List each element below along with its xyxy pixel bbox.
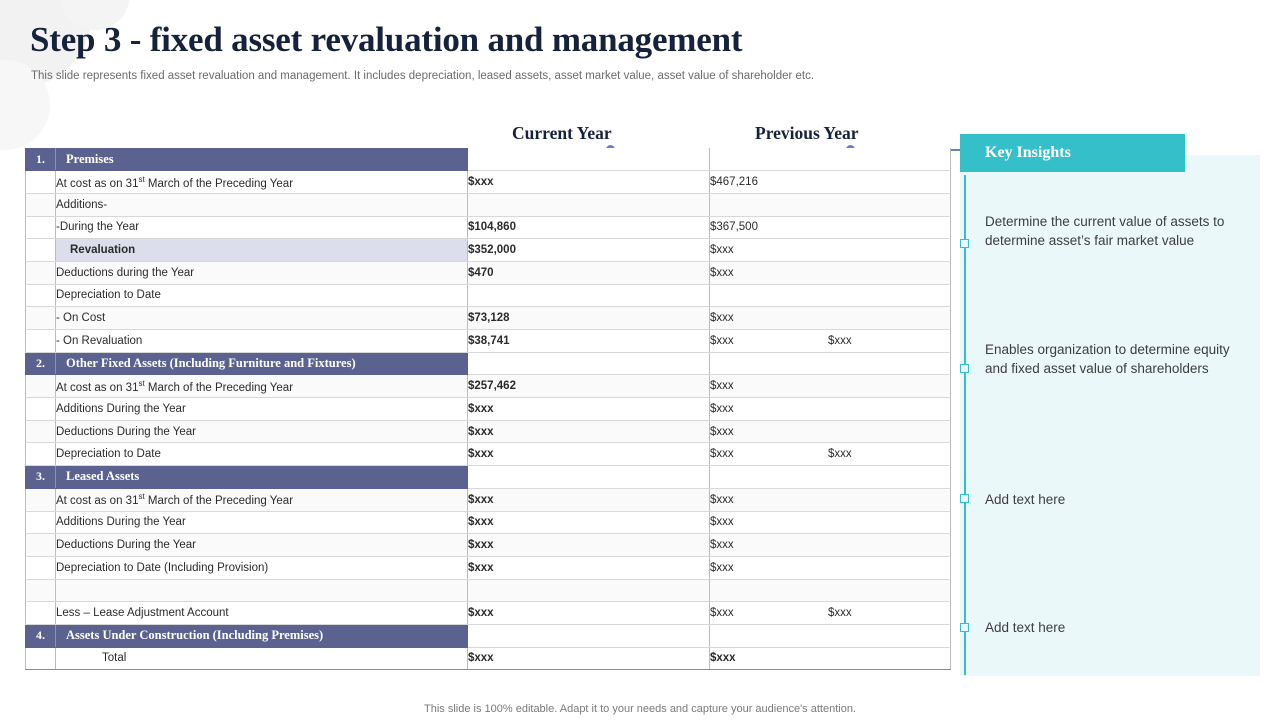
- row-previous-year-value: [710, 488, 951, 511]
- row-previous-value-primary: $xxx: [710, 425, 734, 438]
- row-number: [26, 239, 56, 262]
- row-number: [26, 284, 56, 307]
- row-previous-year-value: [710, 193, 951, 216]
- table-row: [26, 624, 951, 647]
- row-previous-year-value: [710, 352, 951, 375]
- row-previous-year-value: [710, 602, 951, 625]
- column-title-previous-year: Previous Year: [755, 123, 859, 143]
- row-label: - On Cost: [56, 307, 468, 330]
- table-row: [26, 511, 951, 534]
- table-row: [26, 398, 951, 421]
- table-row: [26, 352, 951, 375]
- row-current-year-value: $104,860: [468, 216, 710, 239]
- row-previous-year-value: [710, 624, 951, 647]
- row-number: [26, 307, 56, 330]
- row-number: [26, 261, 56, 284]
- row-number: [26, 216, 56, 239]
- row-current-year-value: $xxx: [468, 171, 710, 194]
- table-row: [26, 239, 951, 262]
- row-previous-value-primary: $xxx: [710, 334, 734, 347]
- row-previous-value-primary: $xxx: [710, 493, 734, 506]
- row-label: [56, 579, 468, 602]
- row-label: Other Fixed Assets (Including Furniture and Fixtures): [56, 352, 468, 375]
- row-current-year-value: $xxx: [468, 488, 710, 511]
- row-previous-value-primary: $xxx: [710, 244, 734, 257]
- table-row: [26, 556, 951, 579]
- row-previous-value-primary: $xxx: [710, 312, 734, 325]
- row-number: [26, 443, 56, 466]
- table-row: [26, 148, 951, 171]
- row-current-year-value: $xxx: [468, 602, 710, 625]
- insight-marker-icon: [960, 623, 969, 632]
- insight-text: Add text here: [985, 620, 1066, 635]
- row-previous-value-primary: $xxx: [710, 380, 734, 393]
- row-number: 3.: [26, 466, 56, 489]
- table-row: [26, 602, 951, 625]
- row-current-year-value: [468, 193, 710, 216]
- row-previous-value-primary: $467,216: [710, 176, 758, 189]
- table-row: [26, 420, 951, 443]
- row-label: Deductions During the Year: [56, 420, 468, 443]
- row-previous-year-value: [710, 171, 951, 194]
- row-label: Additions-: [56, 193, 468, 216]
- row-previous-year-value: [710, 511, 951, 534]
- insight-item: [985, 340, 1230, 378]
- row-previous-year-value: [710, 420, 951, 443]
- insight-item: [985, 618, 1230, 637]
- row-label: Assets Under Construction (Including Premises): [56, 624, 468, 647]
- insights-timeline-line: [964, 175, 966, 675]
- table-row: [26, 488, 951, 511]
- table-row: [26, 216, 951, 239]
- row-previous-value-primary: $xxx: [710, 516, 734, 529]
- row-previous-year-value: [710, 647, 951, 670]
- row-previous-year-value: [710, 148, 951, 171]
- row-previous-value-primary: $xxx: [710, 607, 734, 620]
- row-number: 1.: [26, 148, 56, 171]
- insight-text: Enables organization to determine equity and fixed asset value of shareholders: [985, 342, 1230, 376]
- column-title-current-year: Current Year: [512, 123, 612, 143]
- insight-marker-icon: [960, 364, 969, 373]
- row-current-year-value: [468, 284, 710, 307]
- row-number: [26, 602, 56, 625]
- insight-item: [985, 490, 1230, 509]
- row-current-year-value: [468, 579, 710, 602]
- row-current-year-value: [468, 148, 710, 171]
- row-previous-year-value: [710, 375, 951, 398]
- row-previous-year-value: [710, 284, 951, 307]
- table-row: [26, 534, 951, 557]
- row-number: [26, 193, 56, 216]
- row-current-year-value: $38,741: [468, 330, 710, 353]
- row-label: Additions During the Year: [56, 398, 468, 421]
- row-number: [26, 647, 56, 670]
- insight-text: Determine the current value of assets to determine asset’s fair market value: [985, 214, 1225, 248]
- row-current-year-value: $xxx: [468, 534, 710, 557]
- row-label: Revaluation: [56, 239, 468, 262]
- row-current-year-value: $352,000: [468, 239, 710, 262]
- table-row: [26, 193, 951, 216]
- row-current-year-value: $xxx: [468, 556, 710, 579]
- table-row: [26, 330, 951, 353]
- insight-marker-icon: [960, 239, 969, 248]
- assets-table: [25, 148, 951, 670]
- row-current-year-value: $73,128: [468, 307, 710, 330]
- row-number: [26, 511, 56, 534]
- row-previous-year-value: [710, 579, 951, 602]
- row-previous-year-value: [710, 443, 951, 466]
- row-previous-value-primary: $xxx: [710, 539, 734, 552]
- row-previous-value-primary: $367,500: [710, 221, 758, 234]
- row-number: [26, 330, 56, 353]
- table-row: [26, 261, 951, 284]
- row-previous-year-value: [710, 398, 951, 421]
- table-row: [26, 307, 951, 330]
- row-number: [26, 556, 56, 579]
- row-current-year-value: $xxx: [468, 398, 710, 421]
- row-number: 2.: [26, 352, 56, 375]
- table-column-titles: [25, 123, 950, 149]
- row-previous-value-primary: $xxx: [710, 652, 736, 665]
- row-current-year-value: $xxx: [468, 511, 710, 534]
- row-number: [26, 398, 56, 421]
- table-row: [26, 466, 951, 489]
- row-current-year-value: [468, 466, 710, 489]
- row-current-year-value: $xxx: [468, 647, 710, 670]
- key-insights-title: Key Insights: [985, 144, 1071, 161]
- row-number: [26, 534, 56, 557]
- row-current-year-value: [468, 624, 710, 647]
- row-previous-value-secondary: $xxx: [828, 334, 852, 347]
- table-row: [26, 375, 951, 398]
- slide-footer: This slide is 100% editable. Adapt it to your needs and capture your audience's attention.: [424, 703, 856, 715]
- key-insights-header: [960, 134, 1185, 172]
- assets-table-body: [26, 148, 951, 670]
- row-previous-year-value: [710, 216, 951, 239]
- row-previous-value-secondary: $xxx: [828, 607, 852, 620]
- row-number: [26, 171, 56, 194]
- row-label: - On Revaluation: [56, 330, 468, 353]
- table-row: [26, 579, 951, 602]
- row-number: [26, 579, 56, 602]
- row-current-year-value: $xxx: [468, 443, 710, 466]
- row-previous-year-value: [710, 307, 951, 330]
- row-number: 4.: [26, 624, 56, 647]
- row-label: Premises: [56, 148, 468, 171]
- row-previous-year-value: [710, 534, 951, 557]
- assets-table-wrap: [25, 148, 950, 670]
- row-current-year-value: [468, 352, 710, 375]
- row-previous-value-primary: $xxx: [710, 448, 734, 461]
- row-label: At cost as on 31st March of the Preceding Year: [56, 488, 468, 511]
- row-previous-value-secondary: $xxx: [828, 448, 852, 461]
- row-previous-value-primary: $xxx: [710, 266, 734, 279]
- row-label: Total: [56, 647, 468, 670]
- row-current-year-value: $470: [468, 261, 710, 284]
- row-label: Depreciation to Date: [56, 284, 468, 307]
- row-previous-year-value: [710, 466, 951, 489]
- table-row: [26, 171, 951, 194]
- row-current-year-value: $257,462: [468, 375, 710, 398]
- row-label: -During the Year: [56, 216, 468, 239]
- table-row: [26, 647, 951, 670]
- row-number: [26, 375, 56, 398]
- row-previous-year-value: [710, 239, 951, 262]
- row-label: At cost as on 31st March of the Preceding Year: [56, 375, 468, 398]
- insight-marker-icon: [960, 494, 969, 503]
- row-previous-value-primary: $xxx: [710, 402, 734, 415]
- row-label: Depreciation to Date: [56, 443, 468, 466]
- row-previous-year-value: [710, 556, 951, 579]
- row-label: Additions During the Year: [56, 511, 468, 534]
- row-label: Depreciation to Date (Including Provision): [56, 556, 468, 579]
- row-label: Less – Lease Adjustment Account: [56, 602, 468, 625]
- page-subtitle: This slide represents fixed asset revaluation and management. It includes depreciation, leased assets, asset market value, asset value of shareholder etc.: [31, 70, 815, 82]
- row-label: Leased Assets: [56, 466, 468, 489]
- table-row: [26, 443, 951, 466]
- insight-item: [985, 212, 1230, 250]
- row-number: [26, 420, 56, 443]
- row-label: Deductions during the Year: [56, 261, 468, 284]
- page-title: Step 3 - fixed asset revaluation and management: [30, 20, 743, 59]
- row-previous-value-primary: $xxx: [710, 561, 734, 574]
- insight-text: Add text here: [985, 492, 1066, 507]
- row-number: [26, 488, 56, 511]
- row-previous-year-value: [710, 261, 951, 284]
- row-previous-year-value: [710, 330, 951, 353]
- table-row: [26, 284, 951, 307]
- row-label: At cost as on 31st March of the Preceding Year: [56, 171, 468, 194]
- row-current-year-value: $xxx: [468, 420, 710, 443]
- row-label: Deductions During the Year: [56, 534, 468, 557]
